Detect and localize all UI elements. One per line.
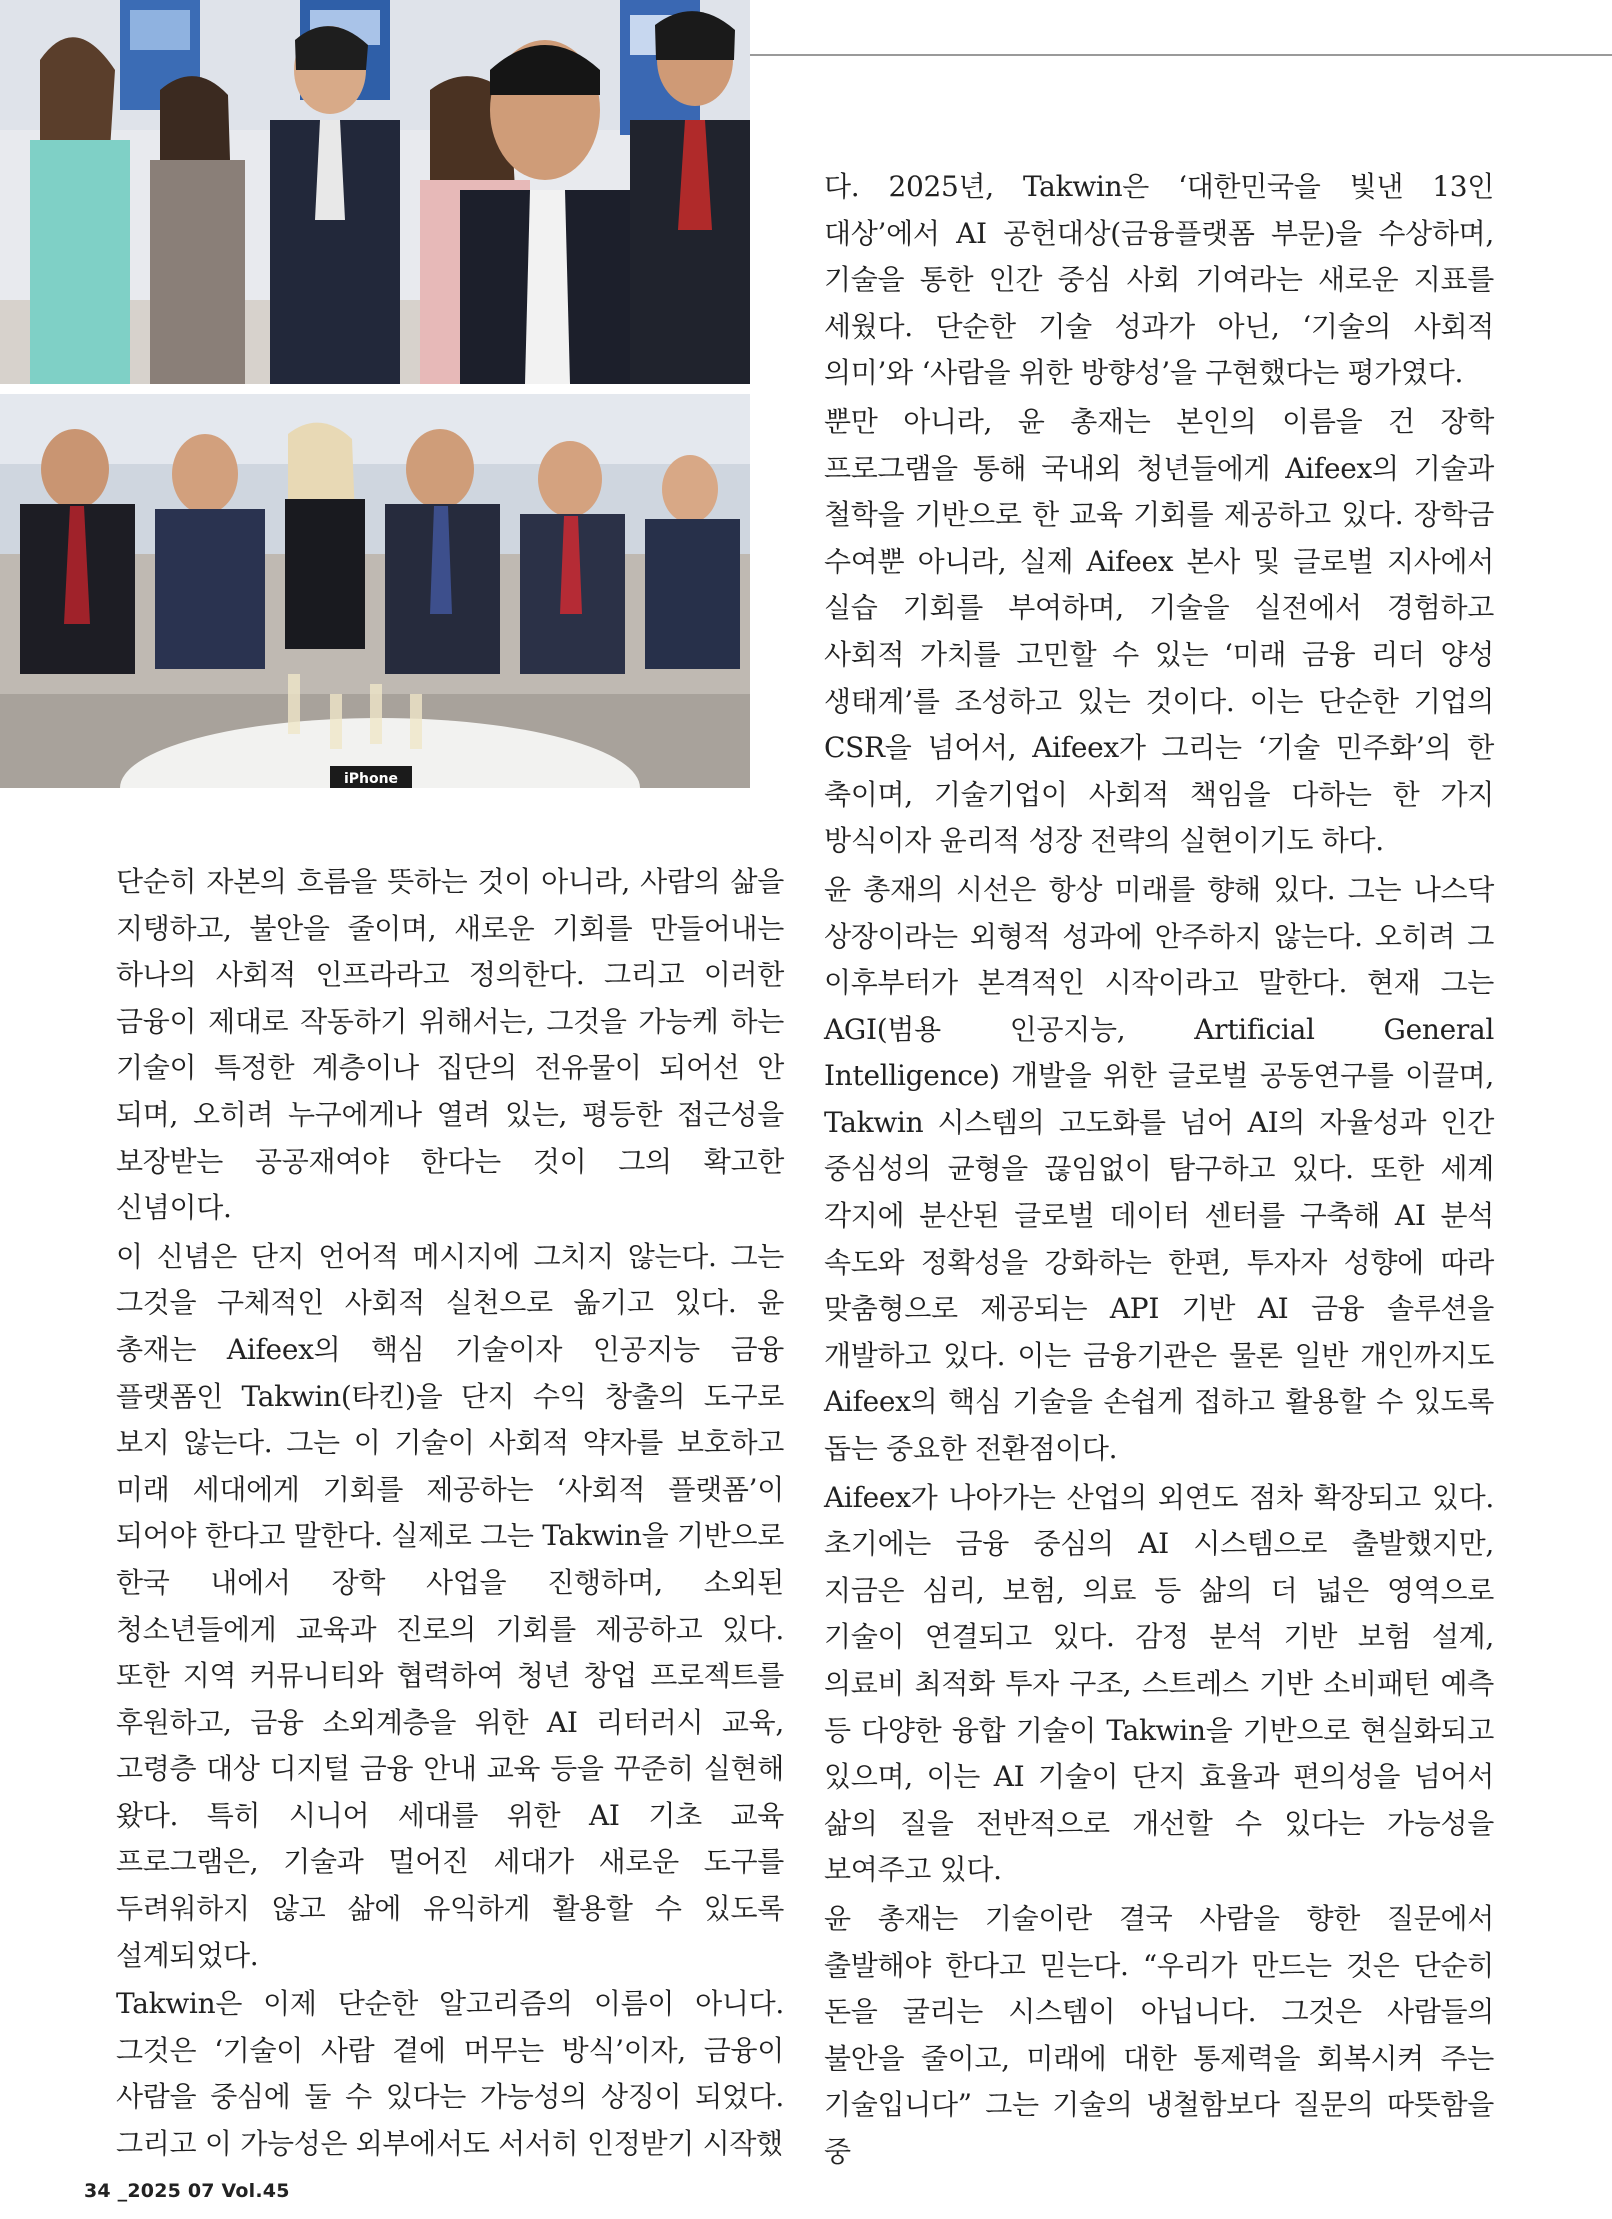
article-paragraph: Aifeex가 나아가는 산업의 외연도 점차 확장되고 있다. 초기에는 금융 중심의 AI 시스템으로 출발했지만, 지금은 심리, 보험, 의료 등 삶의 더 넓은 영역으로 기술이 연결되고 있다. 감정 분석 기반 보험 설계, 의료비 최적화 투자 구조, 스트레스 기반 소비패턴 예측 등 다양한 융합 기술이 Takwin을 기반으로 현실화되고 있으며, 이는 AI 기술이 단지 효율과 편의성을 넘어서 삶의 질을 전반적으로 개선할 수 있다는 가능성을 보여주고 있다. — [824, 1480, 1494, 1887]
issue-date: _2025 07 — [117, 2180, 215, 2202]
phone-box-label: iPhone — [343, 771, 399, 787]
article-paragraph: 뿐만 아니라, 윤 총재는 본인의 이름을 건 장학 프로그램을 통해 국내외 청년들에게 Aifeex의 기술과 철학을 기반으로 한 교육 기회를 제공하고 있다. 장학금 수여뿐 아니라, 실제 Aifeex 본사 및 글로벌 지사에서 실습 기회를 부여하며, 기술을 실전에서 경험하고 사회적 가치를 고민할 수 있는 ‘미래 금융 리더 양성 생태계’를 조성하고 있는 것이다. 이는 단순한 기업의 CSR을 넘어서, Aifeex가 그리는 ‘기술 민주화’의 한 축이며, 기술기업이 사회적 책임을 다하는 한 가지 방식이자 윤리적 성장 전략의 실현이기도 하다. — [824, 404, 1494, 858]
page-number: 34 — [84, 2180, 111, 2202]
article-paragraph: 이 신념은 단지 언어적 메시지에 그치지 않는다. 그는 그것을 구체적인 사회적 실천으로 옮기고 있다. 윤 총재는 Aifeex의 핵심 기술이자 인공지능 금융 플랫폼인 Takwin(타킨)을 단지 수익 창출의 도구로 보지 않는다. 그는 이 기술이 사회적 약자를 보호하고 미래 세대에게 기회를 제공하는 ‘사회적 플랫폼’이 되어야 한다고 말한다. 실제로 그는 Takwin을 기반으로 한국 내에서 장학 사업을 진행하며, 소외된 청소년들에게 교육과 진로의 기회를 제공하고 있다. 또한 지역 커뮤니티와 협력하여 청년 창업 프로젝트를 후원하고, 금융 소외계층을 위한 AI 리터러시 교육, 고령층 대상 디지털 금융 안내 교육 등을 꾸준히 실현해 왔다. 특히 시니어 세대를 위한 AI 기초 교육 프로그램은, 기술과 멀어진 세대가 새로운 도구를 두려워하지 않고 삶에 유익하게 활용할 수 있도록 설계되었다. — [116, 1239, 784, 1972]
event-photo-group-sofa — [0, 394, 750, 788]
article-paragraph: 단순히 자본의 흐름을 뜻하는 것이 아니라, 사람의 삶을 지탱하고, 불안을 줄이며, 새로운 기회를 만들어내는 하나의 사회적 인프라라고 정의한다. 그리고 이러한 금융이 제대로 작동하기 위해서는, 그것을 가능케 하는 기술이 특정한 계층이나 집단의 전유물이 되어선 안 되며, 오히려 누구에게나 열려 있는, 평등한 접근성을 보장받는 공공재여야 한다는 것이 그의 확고한 신념이다. — [116, 865, 784, 1225]
article-right-column — [824, 164, 1494, 2176]
article-paragraph: 윤 총재의 시선은 항상 미래를 향해 있다. 그는 나스닥 상장이라는 외형적 성과에 안주하지 않는다. 오히려 그 이후부터가 본격적인 시작이라고 말한다. 현재 그는 AGI(범용 인공지능, Artificial General Intelligence) 개발을 위한 글로벌 공동연구를 이끌며, Takwin 시스템의 고도화를 넘어 AI의 자율성과 인간 중심성의 균형을 끊임없이 탐구하고 있다. 또한 세계 각지에 분산된 글로벌 데이터 센터를 구축해 AI 분석 속도와 정확성을 강화하는 한편, 투자자 성향에 따라 맞춤형으로 제공되는 API 기반 AI 금융 솔루션을 개발하고 있다. 이는 금융기관은 물론 일반 개인까지도 Aifeex의 핵심 기술을 손쉽게 접하고 활용할 수 있도록 돕는 중요한 전환점이다. — [824, 872, 1494, 1466]
article-left-column — [116, 859, 784, 2168]
article-paragraph: Takwin은 이제 단순한 알고리즘의 이름이 아니다. 그것은 ‘기술이 사람 곁에 머무는 방식’이자, 금융이 사람을 중심에 둘 수 있다는 가능성의 상징이 되었다. 그리고 이 가능성은 외부에서도 서서히 인정받기 시작했 — [116, 1987, 784, 2161]
header-rule — [748, 54, 1612, 56]
article-paragraph: 윤 총재는 기술이란 결국 사람을 향한 질문에서 출발해야 한다고 믿는다. “우리가 만드는 것은 단순히 돈을 굴리는 시스템이 아닙니다. 그것은 사람들의 불안을 줄이고, 미래에 대한 통제력을 회복시켜 주는 기술입니다” 그는 기술의 냉철함보다 질문의 따뜻함을 중 — [824, 1901, 1494, 2168]
page-footer — [84, 2180, 290, 2202]
sofa-photo-illustration — [0, 394, 750, 788]
issue-volume: Vol.45 — [221, 2180, 290, 2202]
event-photo-reception — [0, 0, 750, 384]
article-paragraph: 다. 2025년, Takwin은 ‘대한민국을 빛낸 13인 대상’에서 AI 공헌대상(금융플랫폼 부문)을 수상하며, 기술을 통한 인간 중심 사회 기여라는 새로운 지표를 세웠다. 단순한 기술 성과가 아닌, ‘기술의 사회적 의미’와 ‘사람을 위한 방향성’을 구현했다는 평가였다. — [824, 170, 1494, 390]
reception-photo-illustration — [0, 0, 750, 384]
